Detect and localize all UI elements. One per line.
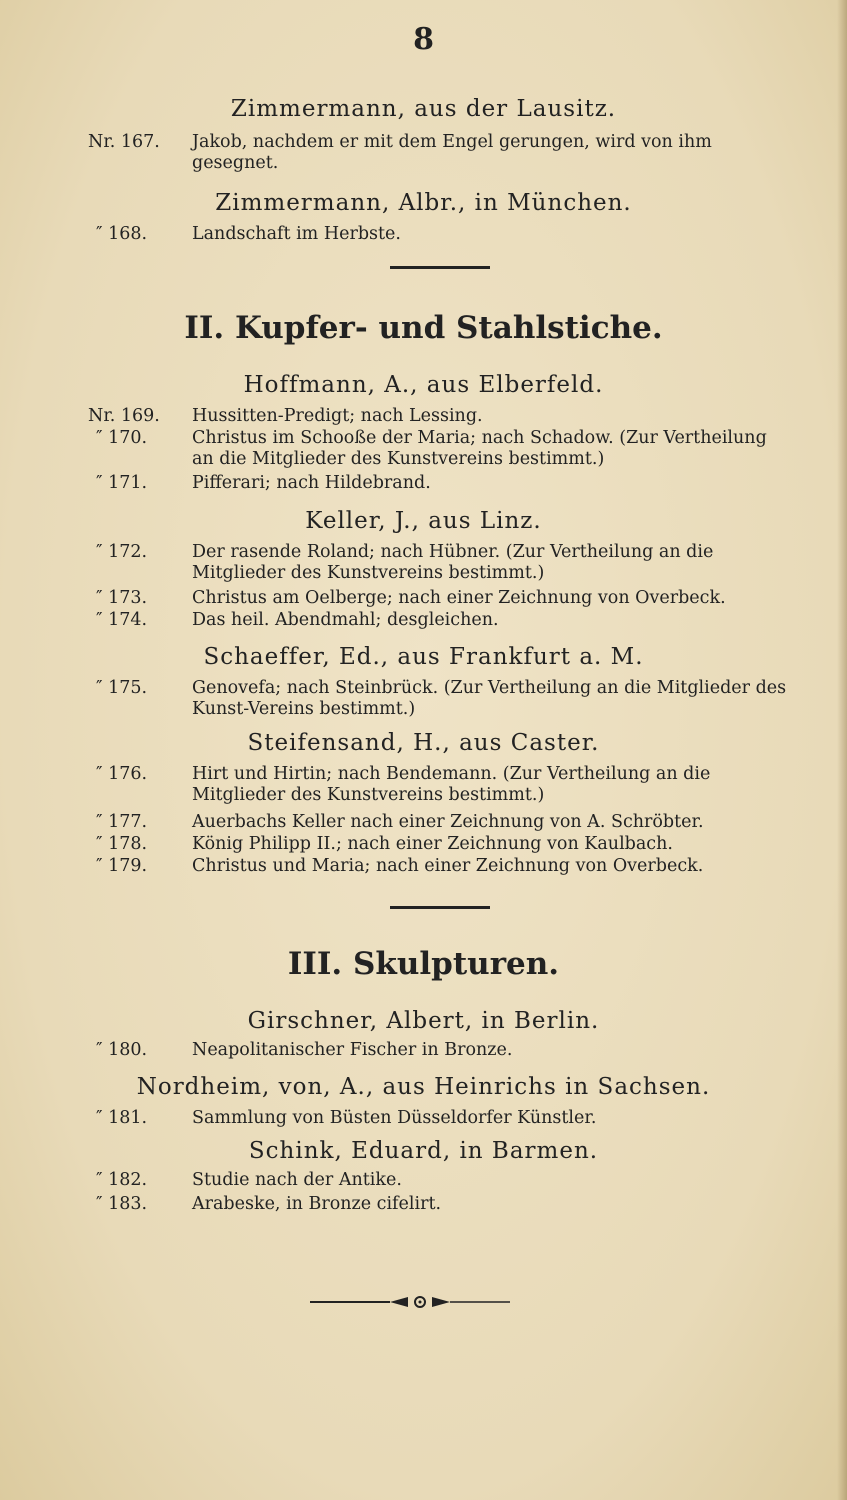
entry-number: Nr. 167. bbox=[88, 132, 160, 152]
entry-number: ″ 183. bbox=[96, 1194, 148, 1214]
entry-text: Hussitten-Predigt; nach Lessing. bbox=[192, 406, 483, 426]
entry-number: ″ 180. bbox=[96, 1040, 148, 1060]
artist-heading: Schaeffer, Ed., aus Frankfurt a. M. bbox=[203, 644, 644, 670]
entry-text: Genovefa; nach Steinbrück. (Zur Vertheilung an die Mitglieder des Kunst-Vereins bestimmt.) bbox=[192, 678, 787, 719]
page-number: 8 bbox=[413, 22, 434, 57]
entry-text: Auerbachs Keller nach einer Zeichnung von A. Schröbter. bbox=[192, 812, 704, 832]
entry-text: Jakob, nachdem er mit dem Engel gerungen, wird von ihm gesegnet. bbox=[192, 132, 712, 173]
entry-text: Pifferari; nach Hildebrand. bbox=[192, 473, 431, 493]
entry-text: Neapolitanischer Fischer in Bronze. bbox=[192, 1040, 513, 1060]
artist-heading: Zimmermann, aus der Lausitz. bbox=[230, 96, 617, 122]
entry-number: ″ 173. bbox=[96, 588, 148, 608]
entry-number: ″ 170. bbox=[96, 428, 148, 448]
artist-heading: Girschner, Albert, in Berlin. bbox=[247, 1008, 600, 1034]
entry-number: Nr. 169. bbox=[88, 406, 160, 426]
entry-number: ″ 177. bbox=[96, 812, 148, 832]
divider-rule bbox=[390, 266, 490, 269]
entry-number: ″ 175. bbox=[96, 678, 148, 698]
entry-number: ″ 172. bbox=[96, 542, 148, 562]
end-ornament-icon bbox=[310, 1294, 510, 1310]
divider-rule bbox=[390, 906, 490, 909]
artist-heading: Zimmermann, Albr., in München. bbox=[215, 190, 632, 216]
entry-text: Christus am Oelberge; nach einer Zeichnung von Overbeck. bbox=[192, 588, 726, 608]
entry-text: Das heil. Abendmahl; desgleichen. bbox=[192, 610, 499, 630]
artist-heading: Nordheim, von, A., aus Heinrichs in Sachsen. bbox=[136, 1074, 711, 1100]
entry-number: ″ 168. bbox=[96, 224, 148, 244]
section-title: III. Skulpturen. bbox=[287, 946, 560, 982]
entry-text: Christus und Maria; nach einer Zeichnung von Overbeck. bbox=[192, 856, 704, 876]
entry-number: ″ 179. bbox=[96, 856, 148, 876]
artist-heading: Keller, J., aus Linz. bbox=[305, 508, 542, 534]
section-title: II. Kupfer- und Stahlstiche. bbox=[184, 310, 663, 346]
entry-text: Landschaft im Herbste. bbox=[192, 224, 401, 244]
entry-number: ″ 182. bbox=[96, 1170, 148, 1190]
entry-text: Der rasende Roland; nach Hübner. (Zur Vertheilung an die Mitglieder des Kunstvereins bestimmt.) bbox=[192, 542, 714, 583]
entry-text: Studie nach der Antike. bbox=[192, 1170, 402, 1190]
entry-number: ″ 171. bbox=[96, 473, 148, 493]
artist-heading: Schink, Eduard, in Barmen. bbox=[248, 1138, 599, 1164]
entry-number: ″ 178. bbox=[96, 834, 148, 854]
artist-heading: Hoffmann, A., aus Elberfeld. bbox=[243, 372, 604, 398]
entry-text: Sammlung von Büsten Düsseldorfer Künstler. bbox=[192, 1108, 597, 1128]
entry-text: Arabeske, in Bronze cifelirt. bbox=[192, 1194, 442, 1214]
entry-number: ″ 176. bbox=[96, 764, 148, 784]
entry-text: Christus im Schooße der Maria; nach Schadow. (Zur Vertheilung an die Mitglieder des Kunstvereins bestimmt.) bbox=[192, 428, 767, 469]
artist-heading: Steifensand, H., aus Caster. bbox=[247, 730, 600, 756]
entry-number: ″ 181. bbox=[96, 1108, 148, 1128]
entry-number: ″ 174. bbox=[96, 610, 148, 630]
entry-text: König Philipp II.; nach einer Zeichnung von Kaulbach. bbox=[192, 834, 673, 854]
entry-text: Hirt und Hirtin; nach Bendemann. (Zur Vertheilung an die Mitglieder des Kunstvereins bestimmt.) bbox=[192, 764, 711, 805]
